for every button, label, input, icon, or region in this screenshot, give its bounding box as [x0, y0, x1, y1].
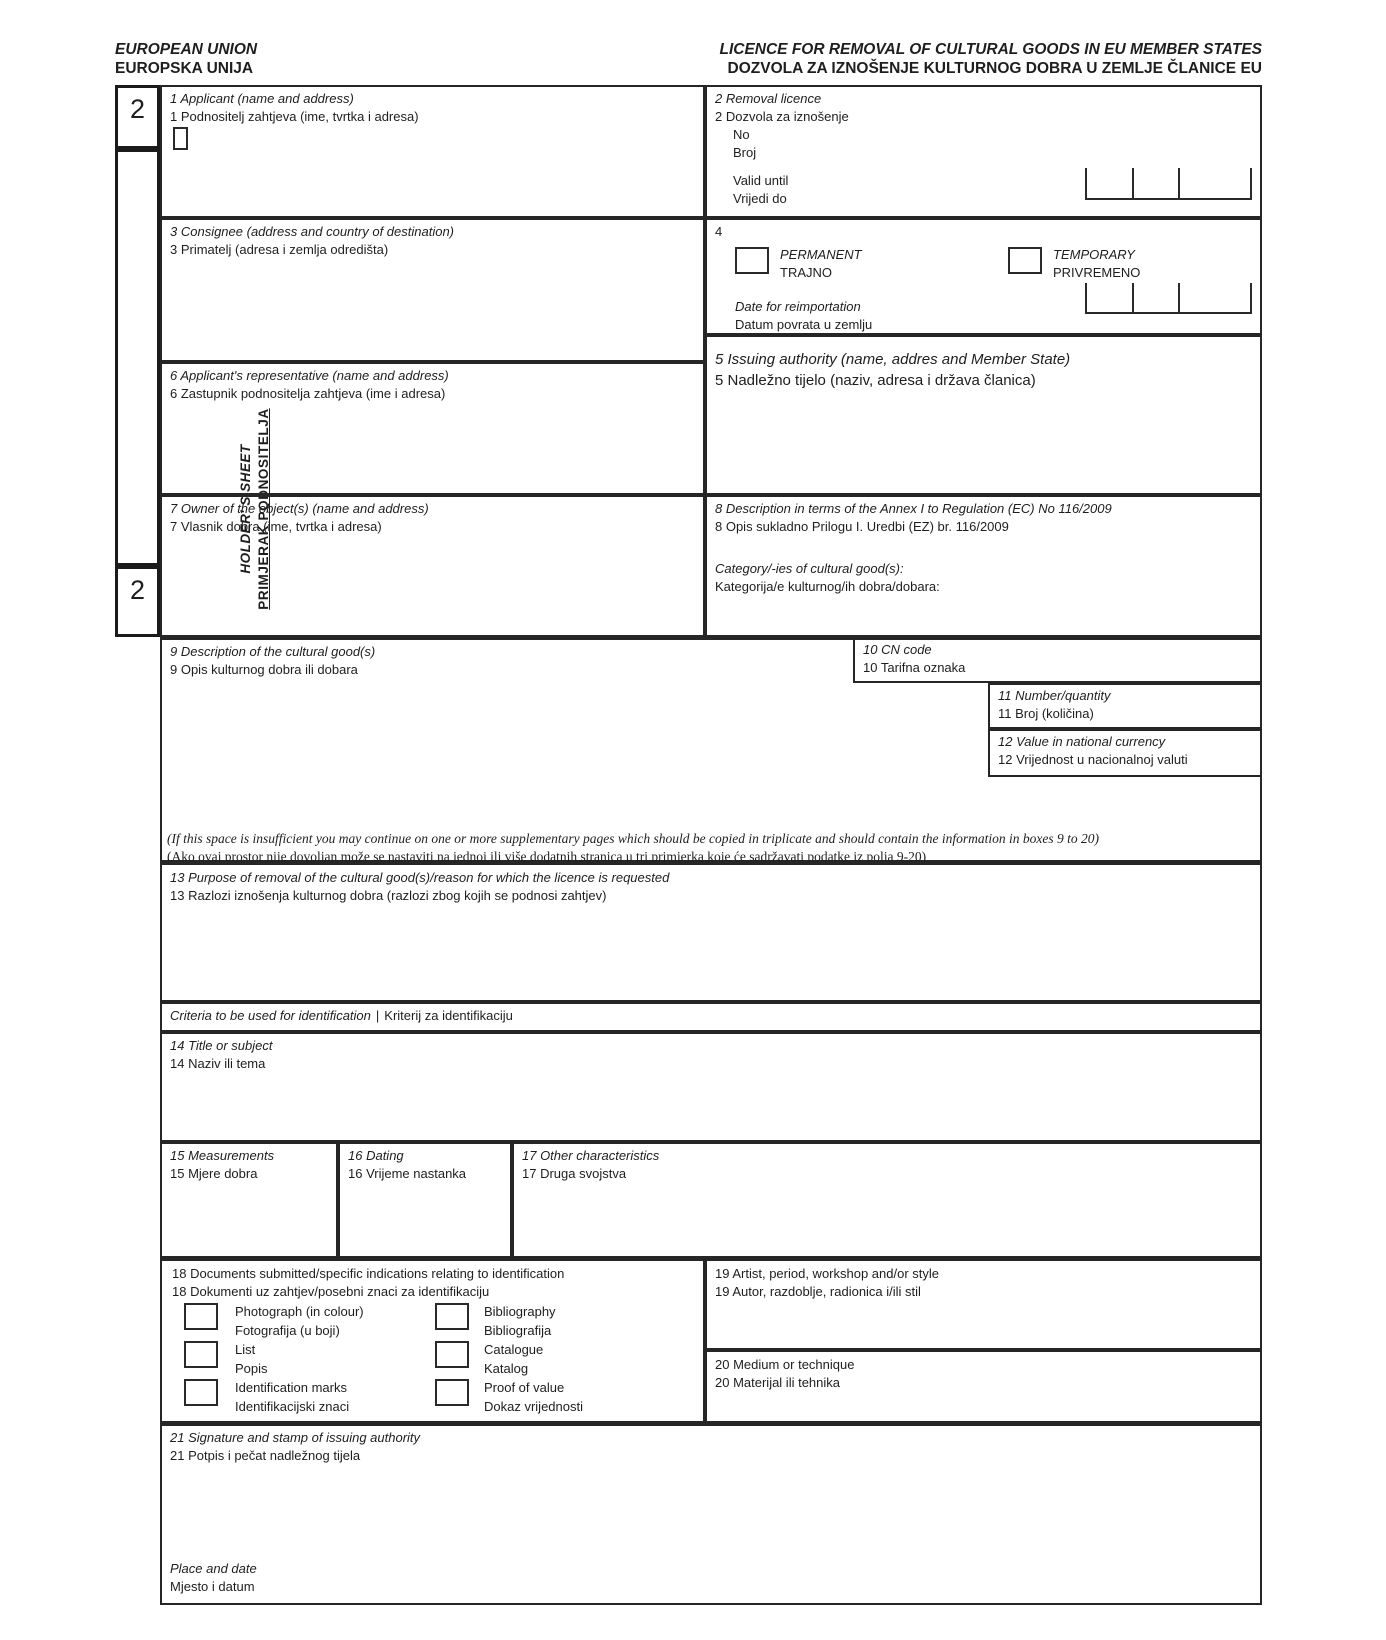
box-4-permanent-temporary — [705, 218, 1262, 335]
criteria-label-en: Criteria to be used for identification — [170, 1008, 371, 1023]
box-3-consignee[interactable] — [160, 218, 705, 362]
box-2-label-hr: 2 Dozvola za iznošenje — [715, 109, 849, 124]
date-divider — [1178, 168, 1180, 198]
box-6-label-en: 6 Applicant's representative (name and address) — [170, 368, 449, 383]
identification-marks-label-hr: Identifikacijski znaci — [235, 1399, 350, 1414]
reimportation-label-en: Date for reimportation — [735, 299, 861, 314]
box-10-label-en: 10 CN code — [863, 642, 932, 657]
box-20-label-en: 20 Medium or technique — [715, 1357, 855, 1372]
box-9-label-en: 9 Description of the cultural good(s) — [170, 644, 376, 659]
box-5-label-en: 5 Issuing authority (name, addres and Member State) — [715, 351, 1071, 368]
date-divider — [1132, 283, 1134, 312]
box-5-label-hr: 5 Nadležno tijelo (naziv, adresa i država članica) — [715, 372, 1036, 389]
bibliography-label-hr: Bibliografija — [484, 1323, 552, 1338]
reimportation-date-field[interactable] — [1085, 283, 1252, 314]
header-left-hr: EUROPSKA UNIJA — [115, 60, 254, 77]
box-19-label-en: 19 Artist, period, workshop and/or style — [715, 1266, 940, 1281]
box-8-label-en: 8 Description in terms of the Annex I to Regulation (EC) No 116/2009 — [715, 501, 1112, 516]
box-6-representative[interactable] — [160, 362, 705, 495]
header-left-en: EUROPEAN UNION — [115, 41, 258, 58]
holder-sheet-hr: PRIMJERAK PODNOSITELJA — [256, 408, 271, 610]
catalogue-label-en: Catalogue — [484, 1342, 544, 1357]
proof-of-value-label-hr: Dokaz vrijednosti — [484, 1399, 583, 1414]
box-2-valid-until-en: Valid until — [733, 173, 789, 188]
copy-number-top: 2 — [129, 94, 146, 124]
photograph-label-hr: Fotografija (u boji) — [235, 1323, 340, 1338]
box-7-owner[interactable] — [160, 495, 705, 637]
list-checkbox[interactable] — [184, 1341, 218, 1368]
permanent-checkbox[interactable] — [735, 247, 769, 274]
copy-number-box-top — [115, 85, 160, 149]
box-2-no-hr: Broj — [733, 145, 757, 160]
place-and-date-label-en: Place and date — [170, 1561, 257, 1576]
list-label-en: List — [235, 1342, 256, 1357]
box-12-label-hr: 12 Vrijednost u nacionalnoj valuti — [998, 752, 1188, 767]
box-17-label-hr: 17 Druga svojstva — [522, 1166, 627, 1181]
box-5-issuing-authority[interactable] — [705, 335, 1262, 495]
box-4-number: 4 — [715, 224, 723, 239]
catalogue-checkbox[interactable] — [435, 1341, 469, 1368]
bibliography-label-en: Bibliography — [484, 1304, 556, 1319]
temporary-checkbox[interactable] — [1008, 247, 1042, 274]
temporary-label-hr: PRIVREMENO — [1053, 265, 1141, 280]
box-6-label-hr: 6 Zastupnik podnositelja zahtjeva (ime i adresa) — [170, 386, 446, 401]
box-15-label-en: 15 Measurements — [170, 1148, 275, 1163]
box-20-medium-technique[interactable] — [705, 1350, 1262, 1423]
proof-of-value-checkbox[interactable] — [435, 1379, 469, 1406]
list-label-hr: Popis — [235, 1361, 268, 1376]
permanent-label-en: PERMANENT — [780, 247, 862, 262]
temporary-label-en: TEMPORARY — [1053, 247, 1135, 262]
box-17-other-characteristics[interactable] — [512, 1142, 1262, 1258]
box-11-number-quantity[interactable] — [988, 683, 1262, 729]
box-19-artist-period[interactable] — [705, 1258, 1262, 1350]
holder-sheet-margin — [115, 149, 271, 610]
form-title — [560, 40, 1262, 78]
copy-number-bottom: 2 — [129, 575, 146, 605]
box-13-purpose[interactable] — [160, 862, 1262, 1002]
box-1-small-cell[interactable] — [173, 127, 188, 150]
criteria-label-hr: Kriterij za identifikaciju — [384, 1008, 513, 1023]
box-21-signature-stamp[interactable] — [160, 1423, 1262, 1605]
box-7-label-en: 7 Owner of the object(s) (name and address) — [170, 501, 429, 516]
box-10-label-hr: 10 Tarifna oznaka — [863, 660, 966, 675]
box-1-label-hr: 1 Podnositelj zahtjeva (ime, tvrtka i adresa) — [170, 109, 419, 124]
box-13-label-hr: 13 Razlozi iznošenja kulturnog dobra (razlozi zbog kojih se podnosi zahtjev) — [170, 888, 607, 903]
box-13-label-en: 13 Purpose of removal of the cultural good(s)/reason for which the licence is requested — [170, 870, 670, 885]
photograph-checkbox[interactable] — [184, 1303, 218, 1330]
supplementary-note-en: (If this space is insufficient you may continue on one or more supplementary pages which should be copied in triplicate and should contain the information in boxes 9 to 20) — [167, 831, 1099, 846]
box-21-label-hr: 21 Potpis i pečat nadležnog tijela — [170, 1448, 361, 1463]
criteria-strip — [160, 1002, 1262, 1032]
box-3-label-en: 3 Consignee (address and country of destination) — [170, 224, 455, 239]
place-and-date-label-hr: Mjesto i datum — [170, 1579, 255, 1594]
box-3-label-hr: 3 Primatelj (adresa i zemlja odredišta) — [170, 242, 389, 257]
box-15-label-hr: 15 Mjere dobra — [170, 1166, 258, 1181]
box-11-label-en: 11 Number/quantity — [998, 688, 1111, 703]
box-18-label-en: 18 Documents submitted/specific indications relating to identification — [172, 1266, 565, 1281]
box-1-applicant[interactable] — [160, 85, 705, 218]
box-8-label-hr: 8 Opis sukladno Prilogu I. Uredbi (EZ) br. 116/2009 — [715, 519, 1009, 534]
box-20-label-hr: 20 Materijal ili tehnika — [715, 1375, 841, 1390]
box-2-no-en: No — [733, 127, 750, 142]
identification-marks-label-en: Identification marks — [235, 1380, 347, 1395]
catalogue-label-hr: Katalog — [484, 1361, 529, 1376]
copy-number-box-bottom — [115, 566, 160, 637]
holder-sheet-en: HOLDER' S SHEET — [238, 444, 253, 574]
box-16-label-hr: 16 Vrijeme nastanka — [348, 1166, 467, 1181]
box-21-label-en: 21 Signature and stamp of issuing authority — [170, 1430, 421, 1445]
box-16-label-en: 16 Dating — [348, 1148, 404, 1163]
date-divider — [1132, 168, 1134, 198]
box-10-cn-code[interactable] — [853, 637, 1262, 683]
box-14-title-subject[interactable] — [160, 1032, 1262, 1142]
photograph-label-en: Photograph (in colour) — [235, 1304, 364, 1319]
box-8-category-hr: Kategorija/e kulturnog/ih dobra/dobara: — [715, 579, 940, 594]
box-19-label-hr: 19 Autor, razdoblje, radionica i/ili stil — [715, 1284, 921, 1299]
reimportation-label-hr: Datum povrata u zemlju — [735, 317, 873, 332]
date-divider — [1178, 283, 1180, 312]
box-2-label-en: 2 Removal licence — [715, 91, 822, 106]
box-1-label-en: 1 Applicant (name and address) — [170, 91, 354, 106]
box-16-dating[interactable] — [338, 1142, 512, 1258]
box-17-label-en: 17 Other characteristics — [522, 1148, 660, 1163]
form-title-hr: DOZVOLA ZA IZNOŠENJE KULTURNOG DOBRA U ZEMLJE ČLANICE EU — [727, 60, 1262, 77]
supplementary-note-hr: (Ako ovaj prostor nije dovoljan može se nastaviti na jednoj ili više dodatnih stranica u tri primjerka koje će sadržavati podatke iz polja 9-20) — [167, 849, 927, 864]
box-12-value[interactable] — [988, 729, 1262, 777]
box-14-label-hr: 14 Naziv ili tema — [170, 1056, 266, 1071]
box-11-label-hr: 11 Broj (količina) — [998, 706, 1094, 721]
bibliography-checkbox[interactable] — [435, 1303, 469, 1330]
criteria-separator: | — [375, 1008, 380, 1023]
box-14-label-en: 14 Title or subject — [170, 1038, 273, 1053]
box-9-label-hr: 9 Opis kulturnog dobra ili dobara — [170, 662, 358, 677]
identification-marks-checkbox[interactable] — [184, 1379, 218, 1406]
form-title-en: LICENCE FOR REMOVAL OF CULTURAL GOODS IN EU MEMBER STATES — [719, 41, 1262, 58]
box-2-removal-licence[interactable] — [705, 85, 1262, 218]
header-left — [115, 40, 257, 78]
box-2-valid-until-hr: Vrijedi do — [733, 191, 787, 206]
proof-of-value-label-en: Proof of value — [484, 1380, 565, 1395]
box-8-category-en: Category/-ies of cultural good(s): — [715, 561, 904, 576]
box-18-documents — [160, 1258, 705, 1423]
box-18-label-hr: 18 Dokumenti uz zahtjev/posebni znaci za identifikaciju — [172, 1284, 490, 1299]
box-8-description-annex[interactable] — [705, 495, 1262, 637]
box-7-label-hr: 7 Vlasnik dobra (ime, tvrtka i adresa) — [170, 519, 382, 534]
box-12-label-en: 12 Value in national currency — [998, 734, 1166, 749]
valid-until-date-field[interactable] — [1085, 168, 1252, 200]
permanent-label-hr: TRAJNO — [780, 265, 832, 280]
box-15-measurements[interactable] — [160, 1142, 338, 1258]
